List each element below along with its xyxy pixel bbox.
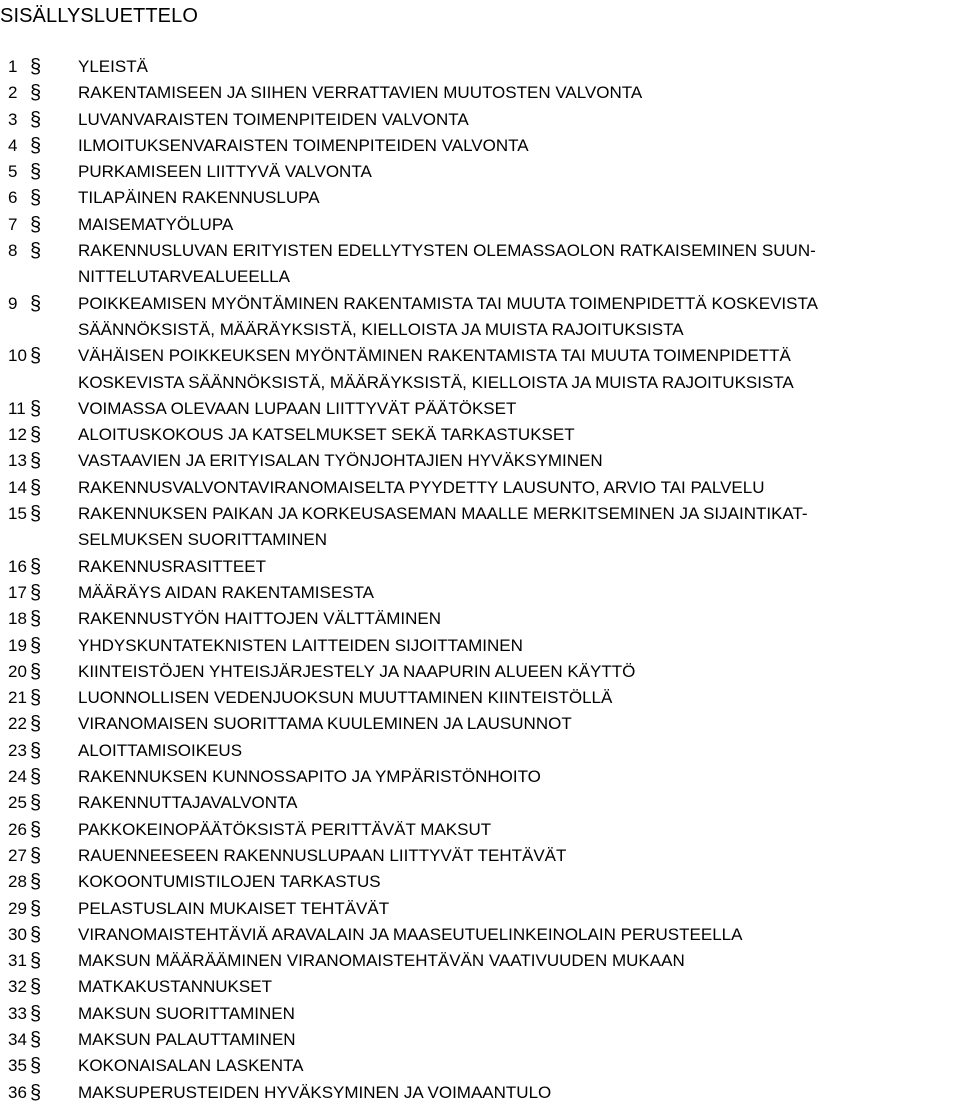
section-sign-icon: § [30, 1081, 42, 1104]
section-sign-icon: § [30, 1055, 42, 1078]
section-number: 21 [8, 688, 27, 708]
section-sign-icon: § [30, 713, 42, 736]
toc-item[interactable] [0, 633, 960, 659]
section-sign-icon: § [30, 187, 42, 210]
toc-item[interactable] [0, 185, 960, 211]
toc-item[interactable] [0, 343, 960, 396]
section-title: MAKSUN MÄÄRÄÄMINEN VIRANOMAISTEHTÄVÄN VAATIVUUDEN MUKAAN [78, 951, 685, 971]
section-number: 34 [8, 1029, 27, 1049]
section-sign-icon: § [30, 739, 42, 762]
toc-item[interactable] [0, 711, 960, 737]
section-sign-icon: § [30, 792, 42, 815]
section-number: 8 [8, 241, 18, 261]
section-number: 22 [8, 714, 27, 734]
toc-item[interactable] [0, 291, 960, 344]
section-sign-icon: § [30, 345, 42, 368]
toc-item[interactable] [0, 448, 960, 474]
section-title: PAKKOKEINOPÄÄTÖKSISTÄ PERITTÄVÄT MAKSUT [78, 819, 492, 839]
section-title: KOKONAISALAN LASKENTA [78, 1056, 304, 1076]
section-title: RAUENNEESEEN RAKENNUSLUPAAN LIITTYVÄT TEHTÄVÄT [78, 845, 567, 865]
section-sign-icon: § [30, 687, 42, 710]
section-number: 36 [8, 1082, 27, 1102]
section-sign-icon: § [30, 1028, 42, 1051]
section-number: 31 [8, 951, 27, 971]
section-number: 5 [8, 162, 18, 182]
page-title: SISÄLLYSLUETTELO [0, 5, 198, 27]
section-title: ALOITTAMISOIKEUS [78, 740, 243, 760]
section-sign-icon: § [30, 871, 42, 894]
section-number: 32 [8, 977, 27, 997]
section-title: MÄÄRÄYS AIDAN RAKENTAMISESTA [78, 582, 374, 602]
section-number: 33 [8, 1003, 27, 1023]
section-number: 18 [8, 609, 27, 629]
toc-item[interactable] [0, 1001, 960, 1027]
section-title: VIRANOMAISEN SUORITTAMA KUULEMINEN JA LAUSUNNOT [78, 714, 572, 734]
section-title: MAISEMATYÖLUPA [78, 214, 234, 234]
section-sign-icon: § [30, 424, 42, 447]
section-title: ILMOITUKSENVARAISTEN TOIMENPITEIDEN VALVONTA [78, 135, 529, 155]
section-number: 35 [8, 1056, 27, 1076]
section-number: 4 [8, 135, 18, 155]
section-number: 26 [8, 819, 27, 839]
toc-item[interactable] [0, 422, 960, 448]
section-title: MAKSUN SUORITTAMINEN [78, 1003, 295, 1023]
section-title: PELASTUSLAIN MUKAISET TEHTÄVÄT [78, 898, 390, 918]
toc-item[interactable] [0, 738, 960, 764]
section-title: PURKAMISEEN LIITTYVÄ VALVONTA [78, 162, 372, 182]
section-sign-icon: § [30, 844, 42, 867]
section-number: 29 [8, 898, 27, 918]
toc-item[interactable] [0, 159, 960, 185]
section-title: POIKKEAMISEN MYÖNTÄMINEN RAKENTAMISTA TAI MUUTA TOIMENPIDETTÄ KOSKEVISTA SÄÄNNÖKSISTÄ, MÄÄRÄYKSISTÄ, KIELLOISTA JA MUISTA RAJOITUKSISTA [78, 293, 818, 339]
section-title: RAKENNUSRASITTEET [78, 556, 266, 576]
toc-item[interactable] [0, 1053, 960, 1079]
toc-item[interactable] [0, 764, 960, 790]
section-title: KIINTEISTÖJEN YHTEISJÄRJESTELY JA NAAPURIN ALUEEN KÄYTTÖ [78, 661, 636, 681]
section-title: RAKENNUSLUVAN ERITYISTEN EDELLYTYSTEN OLEMASSAOLON RATKAISEMINEN SUUN- NITTELUTARVEALUEELLA [78, 241, 816, 287]
section-number: 17 [8, 582, 27, 602]
toc-item[interactable] [0, 212, 960, 238]
section-sign-icon: § [30, 108, 42, 131]
section-title: YLEISTÄ [78, 57, 148, 76]
section-number: 3 [8, 109, 18, 129]
table-of-contents [0, 54, 960, 1106]
toc-item[interactable] [0, 869, 960, 895]
toc-item[interactable] [0, 396, 960, 422]
toc-item[interactable] [0, 659, 960, 685]
section-number: 10 [8, 346, 27, 366]
section-number: 19 [8, 635, 27, 655]
section-sign-icon: § [30, 503, 42, 526]
toc-item[interactable] [0, 580, 960, 606]
section-title: KOKOONTUMISTILOJEN TARKASTUS [78, 872, 381, 892]
section-sign-icon: § [30, 897, 42, 920]
toc-item[interactable] [0, 554, 960, 580]
section-title: VOIMASSA OLEVAAN LUPAAN LIITTYVÄT PÄÄTÖKSET [78, 398, 517, 418]
section-number: 1 [8, 57, 18, 76]
toc-item[interactable] [0, 133, 960, 159]
section-sign-icon: § [30, 608, 42, 631]
section-number: 25 [8, 793, 27, 813]
section-sign-icon: § [30, 397, 42, 420]
section-sign-icon: § [30, 213, 42, 236]
toc-item[interactable] [0, 922, 960, 948]
section-sign-icon: § [30, 450, 42, 473]
section-title: MATKAKUSTANNUKSET [78, 977, 272, 997]
section-sign-icon: § [30, 581, 42, 604]
section-title: RAKENNUSTYÖN HAITTOJEN VÄLTTÄMINEN [78, 609, 442, 629]
toc-item[interactable] [0, 948, 960, 974]
section-title: RAKENNUTTAJAVALVONTA [78, 793, 298, 813]
section-number: 16 [8, 556, 27, 576]
section-sign-icon: § [30, 240, 42, 263]
section-number: 30 [8, 924, 27, 944]
toc-item[interactable] [0, 1080, 960, 1106]
section-number: 9 [8, 293, 18, 313]
toc-item[interactable] [0, 54, 960, 80]
section-sign-icon: § [30, 555, 42, 578]
toc-item[interactable] [0, 1027, 960, 1053]
section-number: 24 [8, 767, 27, 787]
section-title: ALOITUSKOKOUS JA KATSELMUKSET SEKÄ TARKASTUKSET [78, 425, 575, 445]
section-sign-icon: § [30, 292, 42, 315]
section-sign-icon: § [30, 766, 42, 789]
toc-item[interactable] [0, 475, 960, 501]
section-sign-icon: § [30, 1002, 42, 1025]
section-number: 14 [8, 477, 27, 497]
section-sign-icon: § [30, 950, 42, 973]
section-number: 7 [8, 214, 18, 234]
toc-item[interactable] [0, 107, 960, 133]
section-sign-icon: § [30, 82, 42, 105]
section-title: LUVANVARAISTEN TOIMENPITEIDEN VALVONTA [78, 109, 469, 129]
toc-item[interactable] [0, 501, 960, 554]
section-number: 20 [8, 661, 27, 681]
section-title: RAKENTAMISEEN JA SIIHEN VERRATTAVIEN MUUTOSTEN VALVONTA [78, 83, 643, 103]
section-number: 27 [8, 845, 27, 865]
section-sign-icon: § [30, 476, 42, 499]
toc-item[interactable] [0, 790, 960, 816]
section-sign-icon: § [30, 660, 42, 683]
section-number: 28 [8, 872, 27, 892]
toc-item[interactable] [0, 685, 960, 711]
toc-item[interactable] [0, 843, 960, 869]
section-number: 12 [8, 425, 27, 445]
section-sign-icon: § [30, 56, 42, 78]
section-sign-icon: § [30, 923, 42, 946]
section-sign-icon: § [30, 818, 42, 841]
section-title: VIRANOMAISTEHTÄVIÄ ARAVALAIN JA MAASEUTUELINKEINOLAIN PERUSTEELLA [78, 924, 743, 944]
section-sign-icon: § [30, 161, 42, 184]
section-number: 15 [8, 504, 27, 524]
section-number: 11 [8, 398, 26, 418]
section-title: LUONNOLLISEN VEDENJUOKSUN MUUTTAMINEN KIINTEISTÖLLÄ [78, 688, 613, 708]
section-title: MAKSUN PALAUTTAMINEN [78, 1029, 296, 1049]
toc-item[interactable] [0, 974, 960, 1000]
toc-item[interactable] [0, 238, 960, 291]
section-number: 13 [8, 451, 27, 471]
section-title: TILAPÄINEN RAKENNUSLUPA [78, 188, 320, 208]
section-number: 23 [8, 740, 27, 760]
section-number: 2 [8, 83, 18, 103]
section-sign-icon: § [30, 634, 42, 657]
section-sign-icon: § [30, 134, 42, 157]
section-sign-icon: § [30, 976, 42, 999]
section-title: RAKENNUKSEN KUNNOSSAPITO JA YMPÄRISTÖNHOITO [78, 767, 541, 787]
section-title: RAKENNUKSEN PAIKAN JA KORKEUSASEMAN MAALLE MERKITSEMINEN JA SIJAINTIKAT- SELMUKSEN SUORITTAMINEN [78, 504, 808, 550]
section-title: VÄHÄISEN POIKKEUKSEN MYÖNTÄMINEN RAKENTAMISTA TAI MUUTA TOIMENPIDETTÄ KOSKEVISTA SÄÄNNÖKSISTÄ, MÄÄRÄYKSISTÄ, KIELLOISTA JA MUISTA RAJOITUKSISTA [78, 346, 794, 392]
toc-item[interactable] [0, 80, 960, 106]
toc-item[interactable] [0, 817, 960, 843]
section-title: YHDYSKUNTATEKNISTEN LAITTEIDEN SIJOITTAMINEN [78, 635, 523, 655]
section-title: RAKENNUSVALVONTAVIRANOMAISELTA PYYDETTY LAUSUNTO, ARVIO TAI PALVELU [78, 477, 765, 497]
toc-item[interactable] [0, 896, 960, 922]
section-title: VASTAAVIEN JA ERITYISALAN TYÖNJOHTAJIEN HYVÄKSYMINEN [78, 451, 603, 471]
section-number: 6 [8, 188, 18, 208]
section-title: MAKSUPERUSTEIDEN HYVÄKSYMINEN JA VOIMAANTULO [78, 1082, 552, 1102]
toc-item[interactable] [0, 606, 960, 632]
